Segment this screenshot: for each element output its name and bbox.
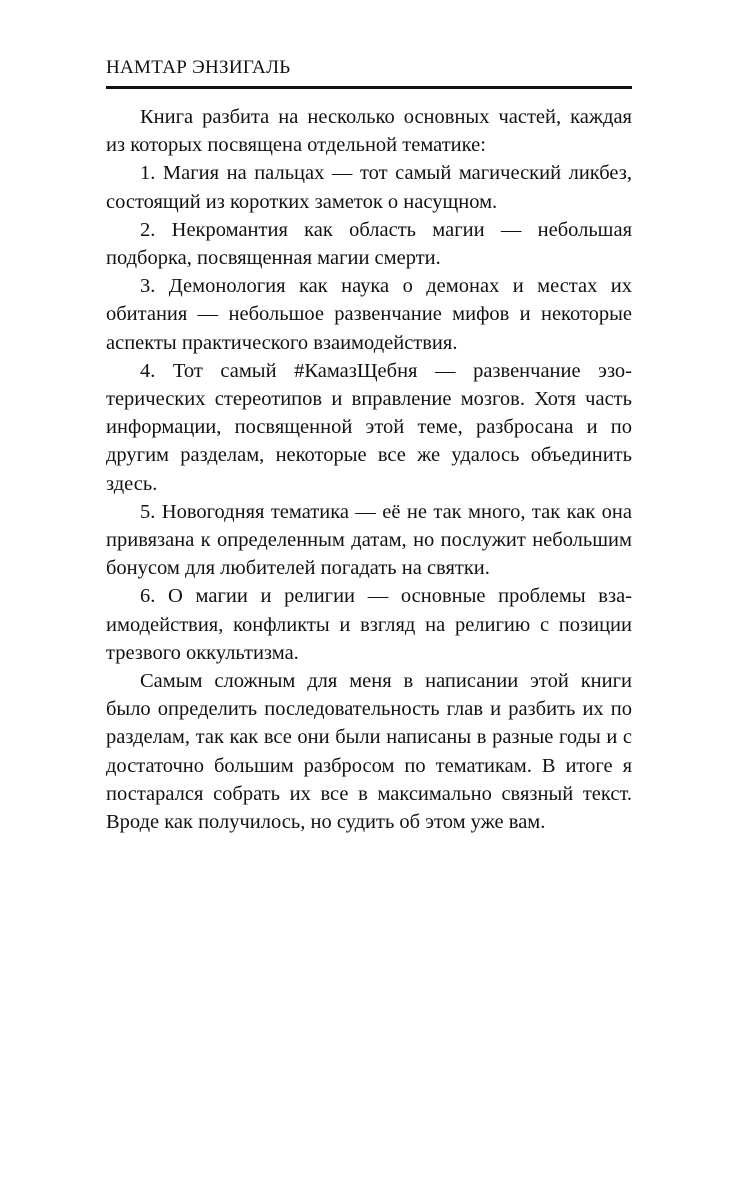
paragraph-intro: Книга разбита на несколько основных частей, каждая из которых посвящена отдельной тематике:	[106, 106, 632, 157]
paragraph-item-1: 1. Магия на пальцах — тот самый магический ликбез, состоящий из коротких заметок о насущном.	[106, 162, 632, 213]
page-body	[106, 103, 632, 836]
paragraph-closing: Самым сложным для меня в написании этой книги было определить последовательность глав и разбить их по разделам, так как все они были написаны в разные годы и с достаточно большим разбросом по тематикам. В итоге я постарался собрать их все в максимально связный текст. Вроде как получилось, но судить об этом уже вам.	[106, 670, 632, 834]
header-rule	[106, 86, 632, 89]
paragraph-item-2: 2. Некромантия как область магии — небольшая подборка, посвященная магии смерти.	[106, 218, 632, 270]
paragraph-item-6: 6. О магии и религии — основные проблемы взаимодействия, конфликты и взгляд на религию с позиции трезвого оккультизма.	[106, 585, 632, 664]
running-head: НАМТАР ЭНЗИГАЛЬ	[106, 57, 291, 78]
paragraph-item-5: 5. Новогодняя тематика — её не так много, так как она привязана к определенным датам, но послужит небольшим бонусом для любителей погадать на святки.	[106, 500, 632, 580]
paragraph-item-4: 4. Тот самый #КамазЩебня — развенчание эзотерических стереотипов и вправление мозгов. Хотя часть информации, посвященной этой теме, разбросана и по другим разделам, некоторые все же удалось объединить здесь.	[106, 359, 632, 495]
paragraph-item-3: 3. Демонология как наука о демонах и местах их обитания — небольшое развенчание мифов и некоторые аспекты практического взаимодействия.	[106, 275, 632, 354]
